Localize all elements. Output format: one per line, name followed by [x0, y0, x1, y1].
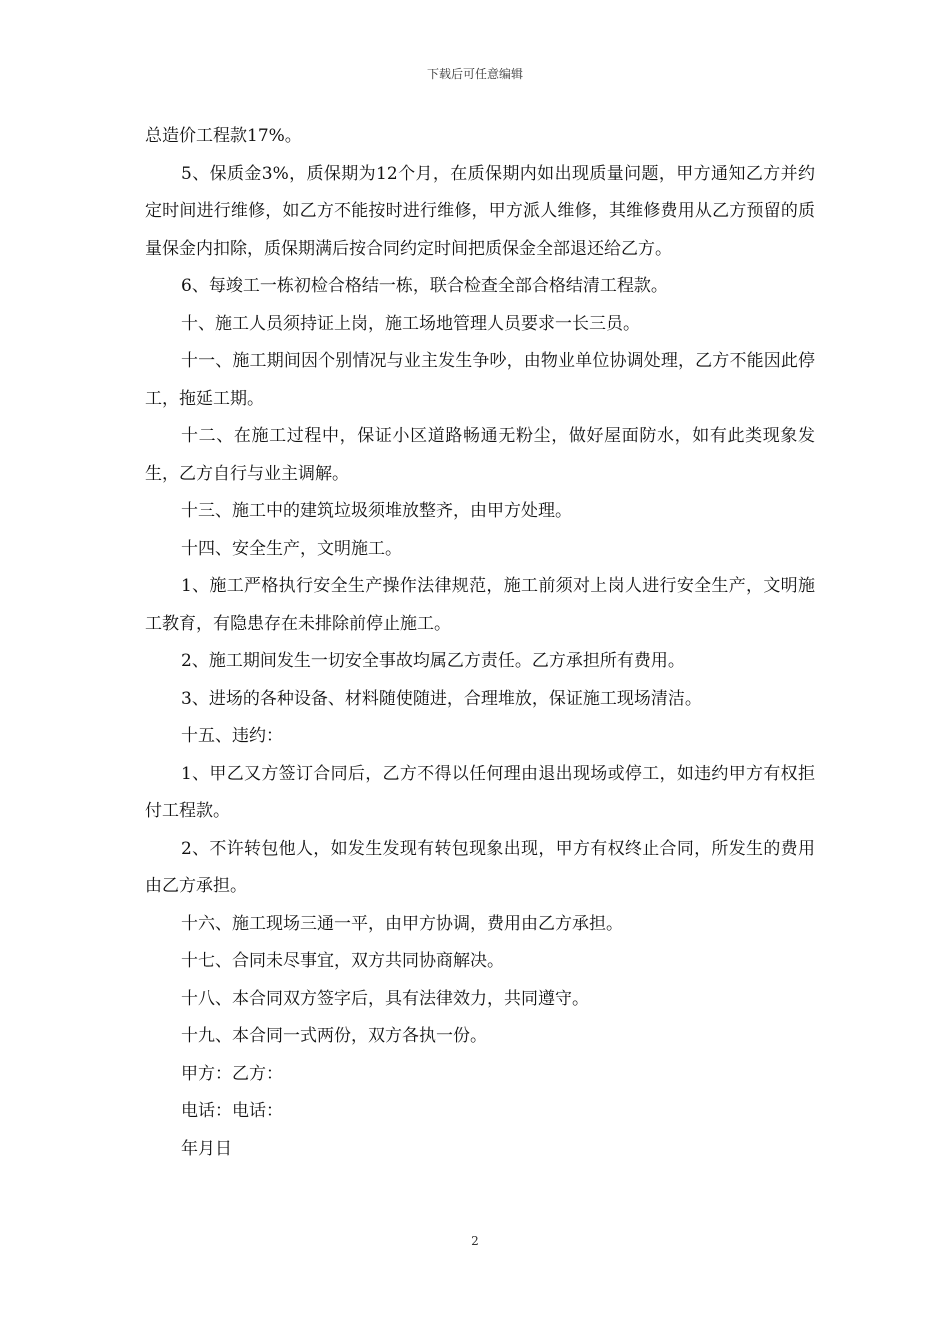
paragraph-15: 十七、合同未尽事宜，双方共同协商解决。 [181, 951, 504, 971]
paragraph-17: 十九、本合同一式两份，双方各执一份。 [181, 1026, 487, 1046]
signature-party-line: 甲方：乙方： [181, 1063, 283, 1084]
paragraph-10: 3、进场的各种设备、材料随使随进，合理堆放，保证施工现场清洁。 [181, 688, 702, 709]
paragraph-7: 十四、安全生产，文明施工。 [181, 538, 402, 559]
paragraph-12: 1、甲乙又方签订合同后，乙方不得以任何理由退出现场或停工，如违约甲方有权拒付工程款。 [145, 763, 815, 821]
paragraph-1: 5、保质金3%，质保期为12个月，在质保期内如出现质量问题，甲方通知乙方并约定时间进行维修，如乙方不能按时进行维修，甲方派人维修，其维修费用从乙方预留的质量保金内扣除，质保期满后按合同约定时间把质保金全部退还给乙方。 [145, 163, 815, 259]
paragraph-2: 6、每竣工一栋初检合格结一栋，联合检查全部合格结清工程款。 [181, 276, 668, 296]
paragraph-8: 1、施工严格执行安全生产操作法律规范，施工前须对上岗人进行安全生产，文明施工教育，有隐患存在未排除前停止施工。 [145, 576, 815, 634]
paragraph-13: 2、不许转包他人，如发生发现有转包现象出现，甲方有权终止合同，所发生的费用由乙方承担。 [145, 838, 815, 896]
paragraph-11: 十五、违约： [181, 726, 283, 746]
paragraph-3: 十、施工人员须持证上岗，施工场地管理人员要求一长三员。 [181, 313, 640, 334]
paragraph-0: 总造价工程款17%。 [145, 126, 302, 146]
page-header-note: 下载后可任意编辑 [426, 67, 523, 81]
paragraph-16: 十八、本合同双方签字后，具有法律效力，共同遵守。 [181, 988, 589, 1009]
page-number: 2 [471, 1234, 479, 1248]
document-body [145, 118, 815, 1168]
paragraph-9: 2、施工期间发生一切安全事故均属乙方责任。乙方承担所有费用。 [181, 651, 685, 671]
paragraph-4: 十一、施工期间因个别情况与业主发生争吵，由物业单位协调处理，乙方不能因此停工，拖延工期。 [145, 351, 815, 409]
paragraph-14: 十六、施工现场三通一平，由甲方协调，费用由乙方承担。 [181, 913, 623, 934]
signature-phone-line: 电话：电话： [181, 1101, 283, 1121]
paragraph-5: 十二、在施工过程中，保证小区道路畅通无粉尘，做好屋面防水，如有此类现象发生，乙方自行与业主调解。 [145, 426, 815, 484]
signature-date-line: 年月日 [181, 1138, 232, 1159]
paragraph-6: 十三、施工中的建筑垃圾须堆放整齐，由甲方处理。 [181, 501, 572, 521]
